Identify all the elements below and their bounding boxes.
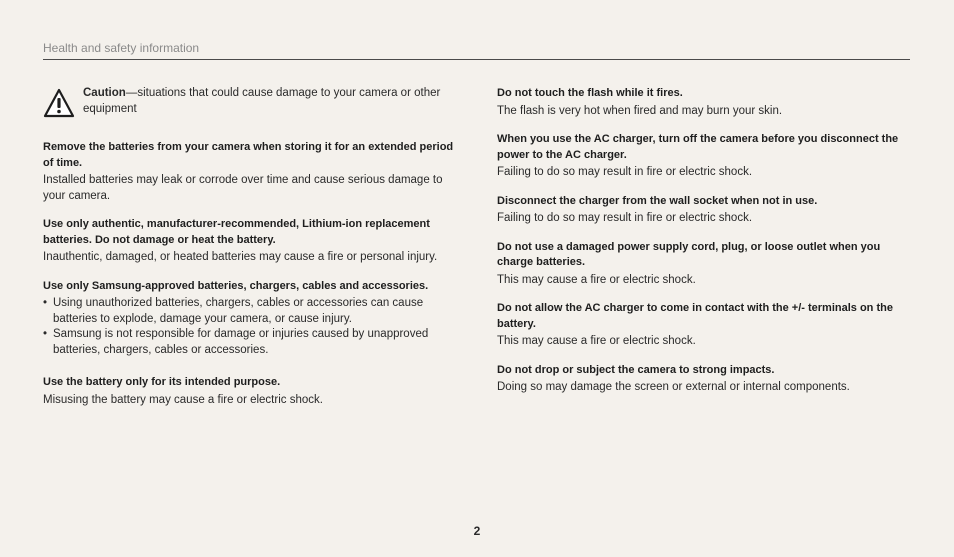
list-item: • Samsung is not responsible for damage or injuries caused by unapproved batteries, chargers, cables or accessories. [43,327,463,358]
safety-item-body: Installed batteries may leak or corrode over time and cause serious damage to your camera. [43,174,443,202]
caution-note [43,86,463,118]
safety-item [43,375,463,408]
safety-item [497,194,910,227]
safety-item-body: This may cause a fire or electric shock. [497,335,696,347]
safety-item-title: Do not use a damaged power supply cord, plug, or loose outlet when you charge batteries. [497,240,881,268]
safety-item [43,140,463,204]
safety-item [497,132,910,181]
safety-item-title: Use only Samsung-approved batteries, chargers, cables and accessories. [43,279,429,292]
safety-item-title: When you use the AC charger, turn off the camera before you disconnect the power to the AC charger. [497,133,899,161]
safety-item [497,301,910,350]
page-number: 2 [473,524,481,538]
caution-text [83,86,463,117]
left-column [43,86,463,421]
caution-label: Caution [83,87,126,99]
caution-description: —situations that could cause damage to your camera or other equipment [83,87,441,115]
safety-item-body: Failing to do so may result in fire or electric shock. [497,166,753,178]
warning-icon [43,88,75,118]
safety-item-title: Do not touch the flash while it fires. [497,87,683,99]
safety-item-title: Use only authentic, manufacturer-recommended, Lithium-ion replacement batteries. Do not damage or heat the battery. [43,218,430,246]
safety-item-body: This may cause a fire or electric shock. [497,273,696,286]
safety-item [497,240,910,289]
safety-item-body: Doing so may damage the screen or external or internal components. [497,381,850,393]
safety-item-body: Failing to do so may result in fire or electric shock. [497,212,753,224]
safety-item-title: Do not drop or subject the camera to strong impacts. [497,363,775,376]
safety-item-title: Do not allow the AC charger to come in contact with the +/- terminals on the battery. [497,302,893,330]
safety-item [497,363,910,396]
safety-item-title: Disconnect the charger from the wall socket when not in use. [497,194,818,207]
safety-item [497,86,910,119]
safety-item-body: Misusing the battery may cause a fire or electric shock. [43,393,323,406]
safety-item [43,217,463,266]
safety-item-title: Use the battery only for its intended purpose. [43,376,281,388]
safety-item-body: Inauthentic, damaged, or heated batteries may cause a fire or personal injury. [43,251,438,263]
section-title: Health and safety information [43,41,200,55]
safety-item-title: Remove the batteries from your camera when storing it for an extended period of time. [43,141,454,169]
header-divider [43,59,910,60]
safety-item-body: The flash is very hot when fired and may burn your skin. [497,104,783,117]
right-column [497,86,910,409]
safety-bullet-list [43,296,463,358]
list-item: • Using unauthorized batteries, chargers, cables or accessories can cause batteries to explode, damage your camera, or cause injury. [43,296,463,327]
safety-item [43,279,463,359]
